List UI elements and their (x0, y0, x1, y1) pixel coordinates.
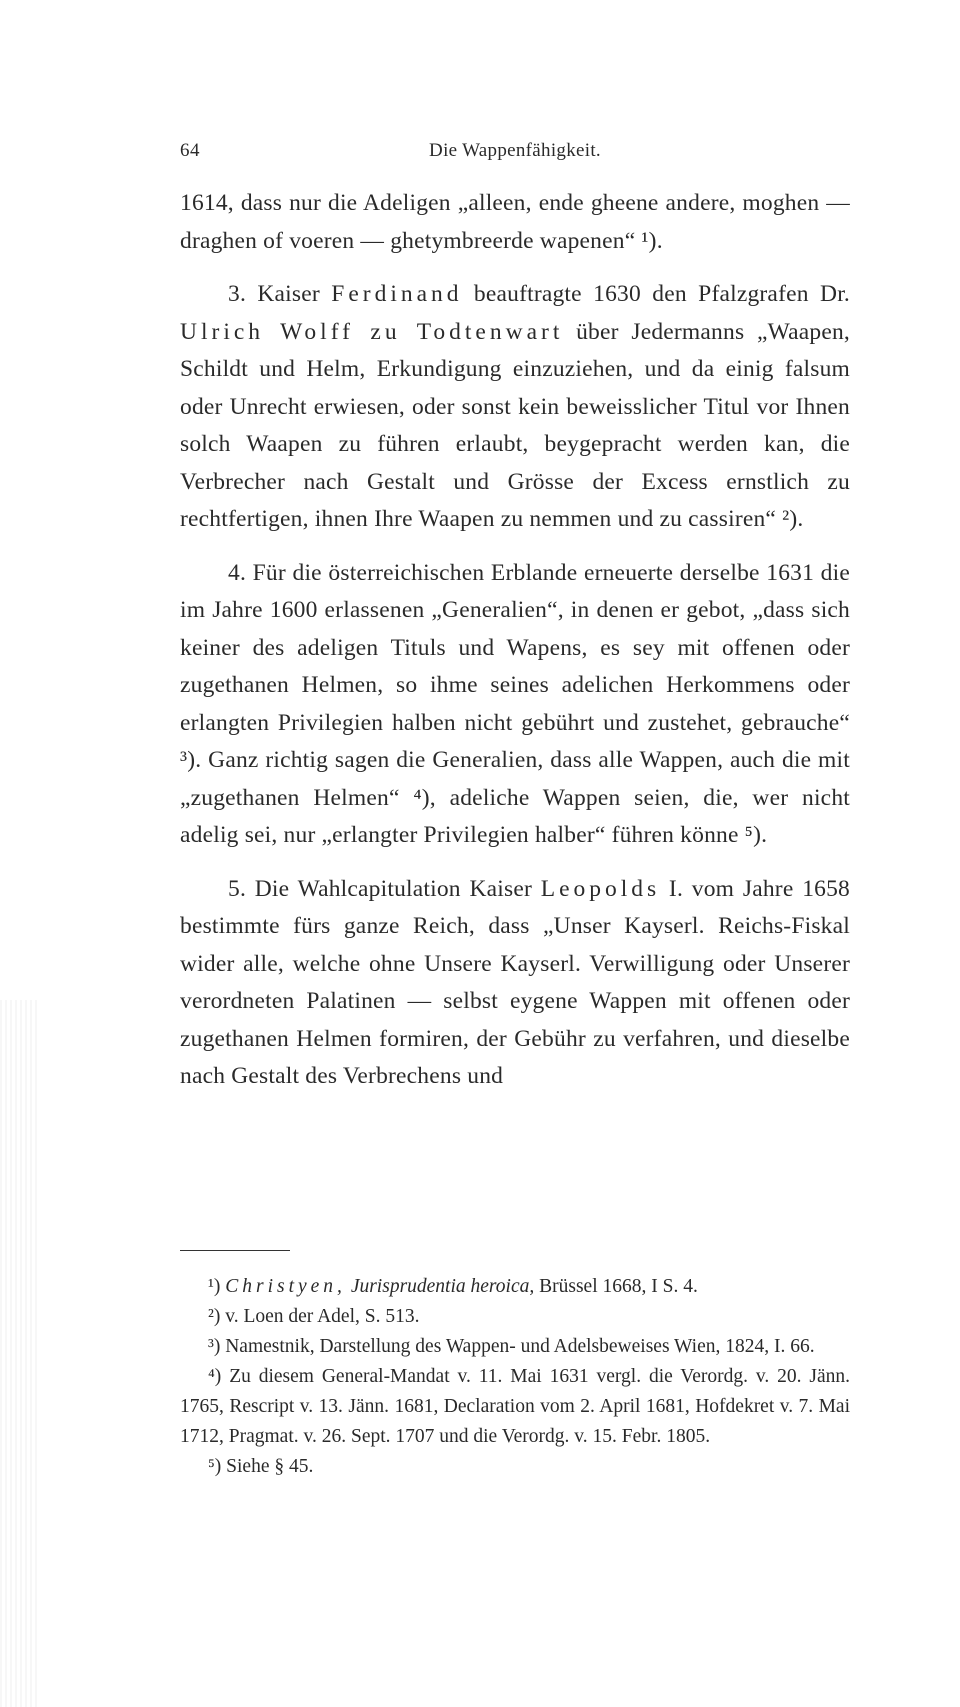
footnote-author: Christyen, (225, 1276, 346, 1297)
page-edge-shadow (0, 1000, 40, 1707)
footnote-text: Zu diesem General-Mandat v. 11. Mai 1631 vergl. die Verordg. v. 20. Jänn. 1765, Rescript v. 13. Jänn. 1681, Declaration vom 2. April 1681, Hofdekret v. 7. Mai 1712, Pragmat. v. 26. Sept. 1707 und die Verordg. v. 15. Febr. 1805. (180, 1366, 851, 1447)
footnote-mark: ⁵) (208, 1456, 227, 1477)
footnote-mark: ²) (208, 1306, 226, 1327)
paragraph-continuation: 1614, dass nur die Adeligen „alleen, ende gheene andere, moghen — draghen of voeren — ghetymbreerde wapenen“ ¹). (180, 190, 850, 254)
footnote-text: Namestnik, Darstellung des Wappen- und Adelsbeweises Wien, 1824, I. 66. (225, 1336, 815, 1357)
footnote-text: Brüssel 1668, I S. 4. (534, 1276, 698, 1297)
footnote-2 (180, 1302, 850, 1332)
footnote-title: Jurisprudentia heroica, (345, 1276, 535, 1297)
footnote-text: v. Loen der Adel, S. 513. (225, 1306, 420, 1327)
footnote-3 (180, 1332, 850, 1362)
footnote-mark: ³) (208, 1336, 226, 1357)
footnote-4 (180, 1362, 850, 1452)
name-leopolds: Leopolds (540, 875, 661, 902)
page-number: 64 (180, 140, 200, 161)
footnote-1 (180, 1272, 850, 1302)
paragraph-5-lead: 5. Die Wahlcapitulation Kaiser (228, 875, 541, 902)
footnotes (180, 1272, 850, 1482)
paragraph-4: 4. Für die österreichischen Erblande erneuerte derselbe 1631 die im Jahre 1600 erlassenen „Generalien“, in denen er gebot, „dass sich keiner des adeligen Tituls und Wapens, es sey mit offenen oder zugethanen Helmen, so ihme seines adelichen Herkommens oder erlangten Privilegien halben nicht gebührt und zustehet, gebrauche“ ³). Ganz richtig sagen die Generalien, dass alle Wappen, auch die mit „zugethanen Helmen“ ⁴), adeliche Wappen seien, die, wer nicht adelig sei, nur „erlangter Privilegien halber“ führen könne ⁵). (180, 559, 850, 848)
footnote-mark: ⁴) (208, 1366, 230, 1387)
name-ferdinand: Ferdinand (331, 281, 463, 307)
paragraph-3-mid: beauftragte 1630 den Pfalzgrafen Dr. (462, 281, 850, 307)
paragraph-5 (180, 871, 850, 1096)
footnote-divider (180, 1250, 290, 1251)
name-ulrich-wolff: Ulrich Wolff zu Todtenwart (180, 318, 564, 345)
footnote-text: Siehe § 45. (226, 1456, 314, 1477)
footnote-mark: ¹) (208, 1276, 226, 1297)
paragraph-3 (180, 276, 850, 539)
page-header (180, 140, 850, 170)
running-title: Die Wappenfähigkeit. (429, 140, 601, 161)
paragraph-3-rest: über Jedermanns „Waapen, Schildt und Helm, Erkundigung einzuziehen, und da einig falsum oder Unrecht erwiesen, oder sonst kein beweisslicher Titul vor Ihnen solch Waapen zu führen erlaubt, beygepracht werden kan, die Verbrecher nach Gestalt und Grösse der Excess ernstlich zu rechtfertigen, ihnen Ihre Waapen zu nemmen und zu cassiren“ ²). (180, 318, 850, 532)
paragraph-3-lead: 3. Kaiser (228, 281, 332, 307)
body-text (180, 185, 850, 1096)
footnote-5 (180, 1452, 850, 1482)
paragraph-5-rest: I. vom Jahre 1658 bestimmte fürs ganze Reich, dass „Unser Kayserl. Reichs-Fiskal wider alle, welche ohne Unsere Kayserl. Verwilligung oder Unserer verordneten Palatinen — selbst eygene Wappen mit offenen oder zugethanen Helmen formiren, der Gebühr zu verfahren, und dieselbe nach Gestalt des Verbrechens und (180, 875, 850, 1089)
